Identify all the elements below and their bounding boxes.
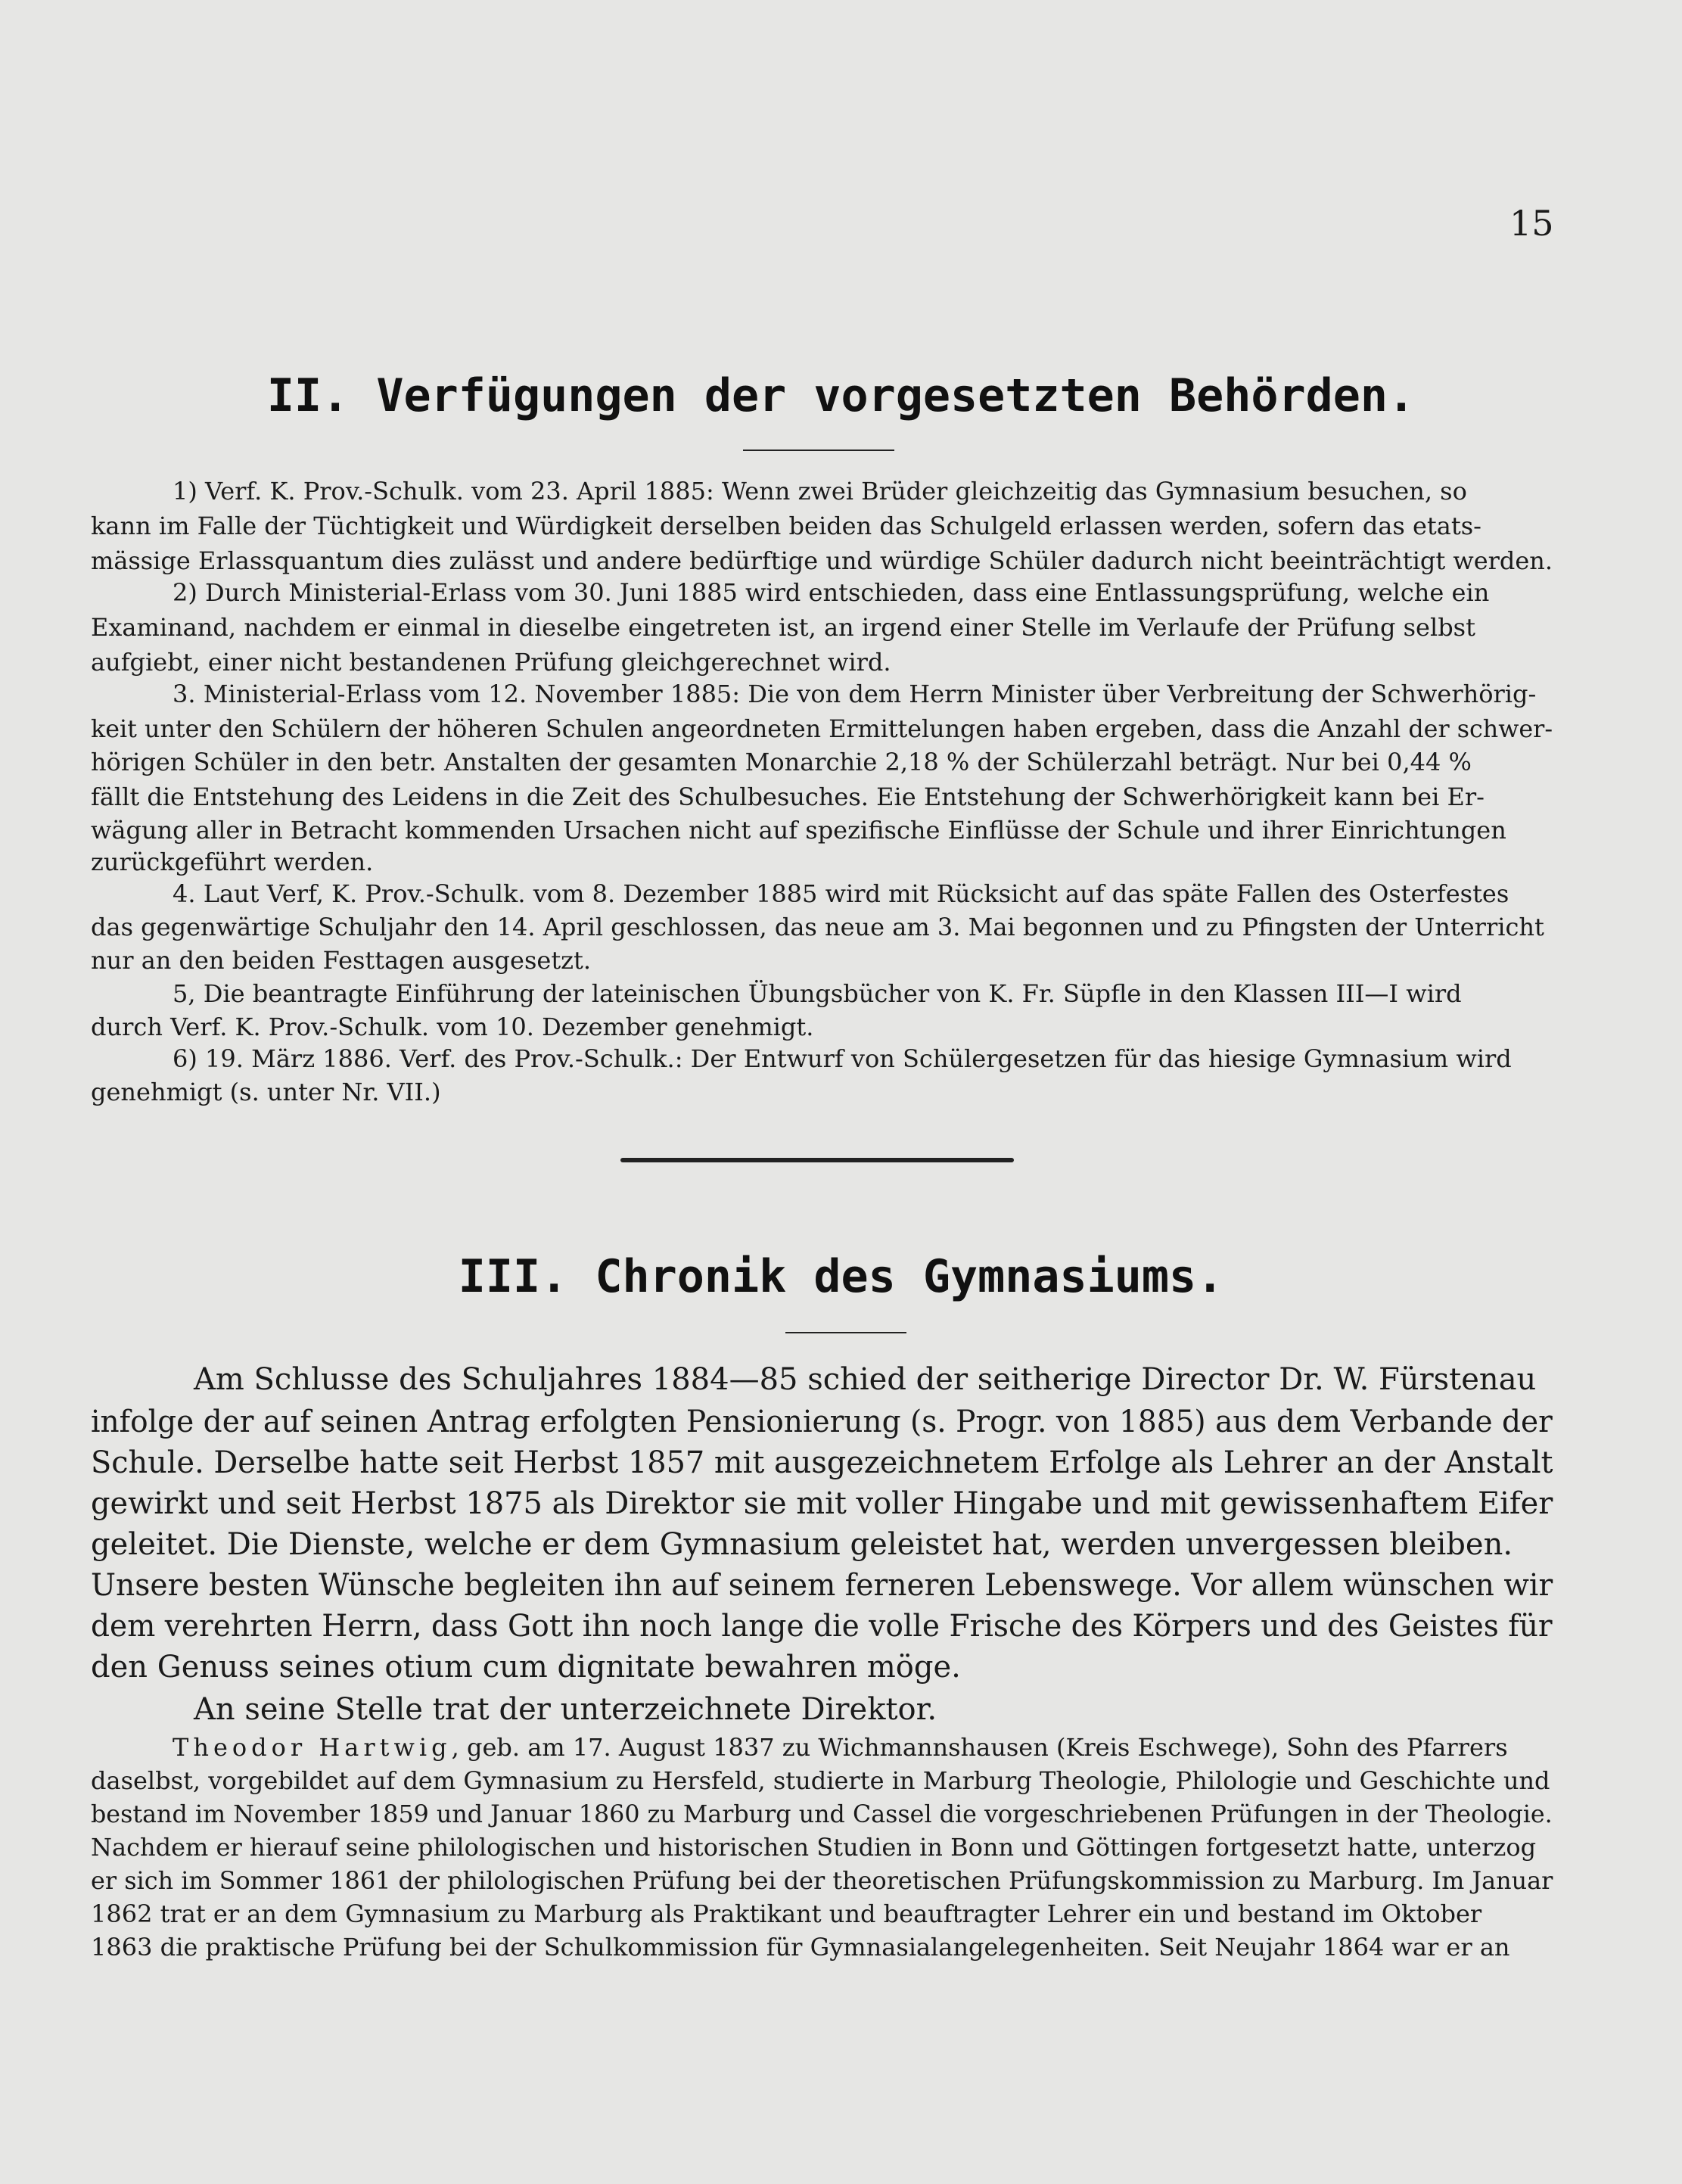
text-line: Examinand, nachdem er einmal in dieselbe eingetreten ist, an irgend einer Stelle im Verlaufe der Prüfung selbst — [91, 613, 1475, 642]
text-line: 2) Durch Ministerial-Erlass vom 30. Juni 1885 wird entschieden, dass eine Entlassungsprüfung, welche ein — [173, 578, 1490, 607]
text-line: hörigen Schüler in den betr. Anstalten der gesamten Monarchie 2,18 % der Schülerzahl beträgt. Nur bei 0,44 % — [91, 748, 1472, 776]
text-line: Nachdem er hierauf seine philologischen und historischen Studien in Bonn und Göttingen fortgesetzt hatte, unterzog — [91, 1833, 1537, 1862]
text-line: An seine Stelle trat der unterzeichnete Direktor. — [194, 1692, 937, 1727]
text-line: fällt die Entstehung des Leidens in die Zeit des Schulbesuches. Eie Entstehung der Schwerhörigkeit kann bei Er- — [91, 782, 1485, 811]
text-line: daselbst, vorgebildet auf dem Gymnasium zu Hersfeld, studierte in Marburg Theologie, Philologie und Geschichte und — [91, 1766, 1550, 1795]
text-line: aufgiebt, einer nicht bestandenen Prüfung gleichgerechnet wird. — [91, 648, 891, 677]
text-line: er sich im Sommer 1861 der philologischen Prüfung bei der theoretischen Prüfungskommission zu Marburg. Im Januar — [91, 1866, 1553, 1895]
text-line: geleitet. Die Dienste, welche er dem Gymnasium geleistet hat, werden unvergessen bleiben. — [91, 1527, 1513, 1562]
text-line: genehmigt (s. unter Nr. VII.) — [91, 1078, 441, 1106]
text-line: 3. Ministerial-Erlass vom 12. November 1885: Die von dem Herrn Minister über Verbreitung der Schwerhörig- — [173, 680, 1537, 708]
text-line: keit unter den Schülern der höheren Schulen angeordneten Ermittelungen haben ergeben, dass die Anzahl der schwer- — [91, 714, 1553, 743]
text-line: 4. Laut Verf, K. Prov.-Schulk. vom 8. Dezember 1885 wird mit Rücksicht auf das späte Fallen des Osterfestes — [173, 879, 1509, 908]
heading-rule — [743, 450, 894, 451]
person-name: Theodor Hartwig — [173, 1733, 452, 1762]
text-line: 5, Die beantragte Einführung der lateinischen Übungsbücher von K. Fr. Süpfle in den Klassen III—I wird — [173, 979, 1462, 1008]
text-line: das gegenwärtige Schuljahr den 14. April geschlossen, das neue am 3. Mai begonnen und zu Pfingsten der Unterricht — [91, 913, 1544, 941]
section-heading-chronik: III. Chronik des Gymnasiums. — [458, 1250, 1224, 1303]
text-fragment: , geb. am 17. August 1837 zu Wichmannshausen (Kreis Eschwege), Sohn des Pfarrers — [451, 1733, 1508, 1762]
section-divider — [620, 1158, 1014, 1162]
text-line: kann im Falle der Tüchtigkeit und Würdigkeit derselben beiden das Schulgeld erlassen werden, sofern das etats- — [91, 512, 1481, 540]
text-line: bestand im November 1859 und Januar 1860 zu Marburg und Cassel die vorgeschriebenen Prüfungen in der Theologie. — [91, 1800, 1553, 1828]
text-line — [173, 1733, 1508, 1762]
text-line: 1862 trat er an dem Gymnasium zu Marburg als Praktikant und beauftragter Lehrer ein und bestand im Oktober — [91, 1899, 1482, 1928]
text-line: mässige Erlassquantum dies zulässt und andere bedürftige und würdige Schüler dadurch nicht beeinträchtigt werden. — [91, 546, 1553, 575]
text-line: Unsere besten Wünsche begleiten ihn auf seinem ferneren Lebenswege. Vor allem wünschen wir — [91, 1568, 1553, 1603]
text-line: 6) 19. März 1886. Verf. des Prov.-Schulk.: Der Entwurf von Schülergesetzen für das hiesige Gymnasium wird — [173, 1044, 1512, 1073]
text-line: 1) Verf. K. Prov.-Schulk. vom 23. April 1885: Wenn zwei Brüder gleichzeitig das Gymnasium besuchen, so — [173, 477, 1467, 506]
heading-rule — [785, 1332, 906, 1333]
text-line: Am Schlusse des Schuljahres 1884—85 schied der seitherige Director Dr. W. Fürstenau — [194, 1362, 1537, 1397]
text-line: zurückgeführt werden. — [91, 848, 374, 876]
page-number: 15 — [1509, 203, 1554, 244]
section-heading-verfuegungen: II. Verfügungen der vorgesetzten Behörden. — [266, 369, 1416, 422]
text-line: 1863 die praktische Prüfung bei der Schulkommission für Gymnasialangelegenheiten. Seit Neujahr 1864 war er an — [91, 1933, 1510, 1962]
text-line: dem verehrten Herrn, dass Gott ihn noch lange die volle Frische des Körpers und des Geistes für — [91, 1609, 1553, 1644]
text-line: wägung aller in Betracht kommenden Ursachen nicht auf spezifische Einflüsse der Schule und ihrer Einrichtungen — [91, 816, 1506, 845]
text-line: Schule. Derselbe hatte seit Herbst 1857 mit ausgezeichnetem Erfolge als Lehrer an der Anstalt — [91, 1445, 1553, 1480]
text-line: infolge der auf seinen Antrag erfolgten Pensionierung (s. Progr. von 1885) aus dem Verbande der — [91, 1405, 1553, 1439]
text-line: nur an den beiden Festtagen ausgesetzt. — [91, 946, 592, 975]
text-line: gewirkt und seit Herbst 1875 als Direktor sie mit voller Hingabe und mit gewissenhaftem Eifer — [91, 1486, 1553, 1521]
text-line: den Genuss seines otium cum dignitate bewahren möge. — [91, 1650, 961, 1685]
text-line: durch Verf. K. Prov.-Schulk. vom 10. Dezember genehmigt. — [91, 1013, 814, 1041]
